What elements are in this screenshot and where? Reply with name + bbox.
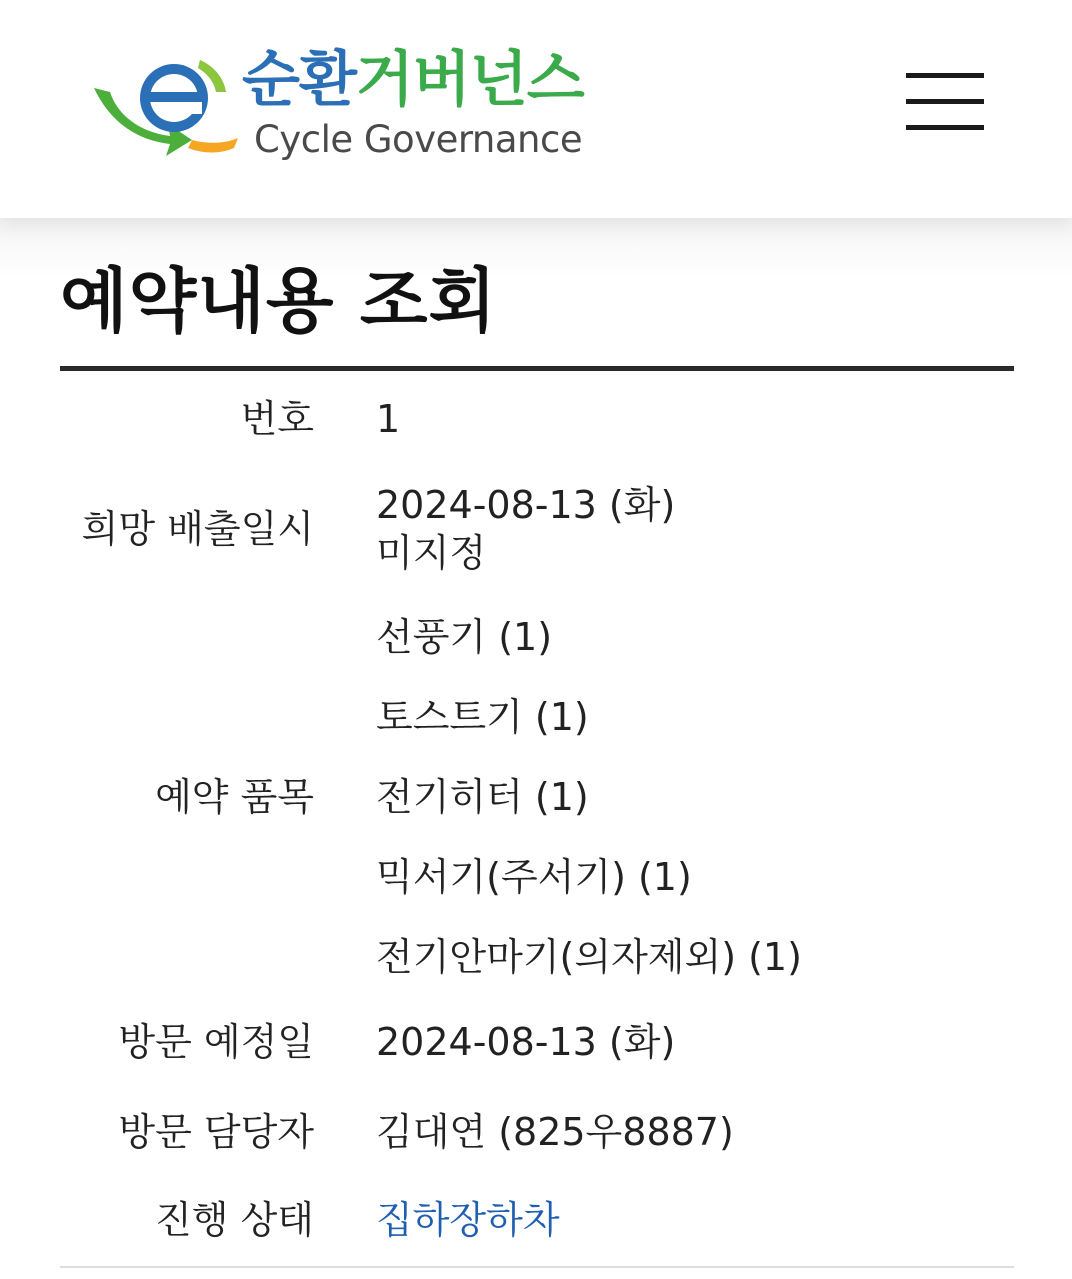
items-label: 예약 품목 [155, 775, 314, 819]
logo-korean-part1: 순환 [242, 45, 356, 115]
visit-date-value: 2024-08-13 (화) [376, 1020, 676, 1064]
site-header [0, 0, 1072, 218]
e-cycle-logo-icon [88, 48, 248, 160]
logo-korean-part2: 거버넌스 [355, 45, 584, 115]
title-divider [60, 366, 1014, 371]
bottom-divider [60, 1266, 1014, 1268]
logo-english-text: Cycle Governance [254, 118, 583, 161]
status-value-link[interactable]: 집하장하차 [376, 1198, 560, 1242]
item-entry: 선풍기 (1) [376, 615, 553, 659]
logo-korean-text [242, 44, 584, 116]
item-entry: 전기히터 (1) [376, 775, 589, 819]
status-label: 진행 상태 [155, 1198, 314, 1242]
visit-date-label: 방문 예정일 [118, 1020, 314, 1064]
item-entry: 토스트기 (1) [376, 695, 589, 739]
menu-bar-top [906, 73, 984, 78]
page-title: 예약내용 조회 [60, 260, 498, 342]
item-entry: 전기안마기(의자제외) (1) [376, 935, 802, 979]
discharge-label: 희망 배출일시 [81, 507, 314, 551]
visit-staff-value: 김대연 (825우8887) [376, 1110, 734, 1154]
item-entry: 믹서기(주서기) (1) [376, 855, 692, 899]
site-logo[interactable] [88, 44, 608, 168]
visit-staff-label: 방문 담당자 [118, 1110, 314, 1154]
number-label: 번호 [240, 397, 314, 441]
menu-bar-bottom [906, 125, 984, 130]
menu-bar-middle [906, 99, 984, 104]
discharge-time: 미지정 [376, 531, 487, 575]
discharge-date: 2024-08-13 (화) [376, 483, 676, 527]
hamburger-menu-icon[interactable] [898, 68, 990, 138]
number-value: 1 [376, 397, 401, 441]
